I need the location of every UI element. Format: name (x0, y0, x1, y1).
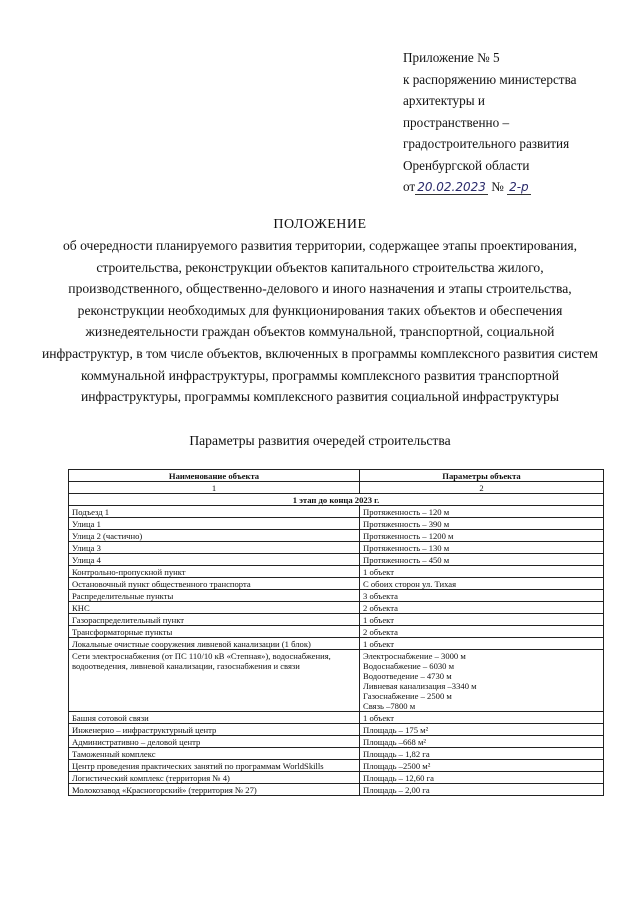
table-row (69, 614, 604, 626)
document-title: ПОЛОЖЕНИЕ (273, 217, 367, 232)
object-name-cell: Административно – деловой центр (69, 736, 360, 748)
object-param-cell: Площадь – 2,00 га (360, 784, 604, 796)
object-param-cell: Протяженность – 120 м (360, 506, 604, 518)
object-param-cell: Площадь – 12,60 га (360, 772, 604, 784)
network-value: Газоснабжение – 2500 м (363, 690, 452, 701)
network-value: Электроснабжение – 3000 м (363, 650, 466, 661)
object-param-cell: 1 объект (360, 638, 604, 650)
object-param-cell: 2 объекта (360, 602, 604, 614)
object-name-cell: Таможенный комплекс (69, 748, 360, 760)
object-name-cell: Улица 4 (69, 554, 360, 566)
object-name-cell: Улица 1 (69, 518, 360, 530)
object-param-cell: Площадь –2500 м² (360, 760, 604, 772)
object-name-cell: Трансформаторные пункты (69, 626, 360, 638)
table-row (69, 724, 604, 736)
appendix-line: к распоряжению министерства (403, 71, 577, 87)
appendix-line: градостроительного развития (403, 136, 570, 151)
object-param-cell: 1 объект (360, 712, 604, 724)
table-row (69, 736, 604, 748)
object-param-cell: Площадь –668 м² (360, 736, 604, 748)
from-prefix: от (403, 179, 416, 194)
object-param-cell: Протяженность – 1200 м (360, 530, 604, 542)
object-name-cell: Контрольно-пропускной пункт (69, 566, 360, 578)
object-param-cell: С обоих сторон ул. Тихая (360, 578, 604, 590)
object-name-cell: КНС (69, 602, 360, 614)
handwritten-number: 2-р (509, 180, 529, 194)
object-param-cell: 1 объект (360, 566, 604, 578)
object-param-cell: 2 объекта (360, 626, 604, 638)
network-value: Связь –7800 м (363, 700, 416, 711)
header-object-params: Параметры объекта (360, 470, 604, 482)
table-row (69, 518, 604, 530)
document-heading (0, 214, 640, 408)
object-name-cell: Распределительные пункты (69, 590, 360, 602)
network-value: Ливневая канализация –3340 м (363, 680, 477, 691)
object-name-cell: Центр проведения практических занятий по программам WorldSkills (69, 760, 360, 772)
table-row (69, 554, 604, 566)
table-row (69, 530, 604, 542)
table-row (69, 772, 604, 784)
table-row (69, 626, 604, 638)
table-row (69, 566, 604, 578)
network-value: Водоотведение – 4730 м (363, 670, 452, 681)
appendix-line: Оренбургской области (403, 157, 530, 173)
object-name-cell: Улица 3 (69, 542, 360, 554)
order-date-number (403, 176, 623, 199)
number-prefix: № (491, 179, 504, 194)
object-name-cell: Остановочный пункт общественного транспорта (69, 578, 360, 590)
table-row (69, 590, 604, 602)
stage-row: 1 этап до конца 2023 г. (69, 494, 604, 506)
table-row (69, 760, 604, 772)
table-title: Параметры развития очередей строительства (189, 433, 451, 448)
handwritten-date: 20.02.2023 (417, 180, 486, 194)
object-name-cell: Подъезд 1 (69, 506, 360, 518)
table-row (69, 784, 604, 796)
object-param-cell: Площадь – 175 м² (360, 724, 604, 736)
table-row (69, 638, 604, 650)
object-param-cell: 1 объект (360, 614, 604, 626)
table-row (69, 712, 604, 724)
networks-values (360, 650, 604, 712)
table-row (69, 578, 604, 590)
appendix-line: архитектуры и (403, 93, 485, 108)
object-param-cell: Протяженность – 450 м (360, 554, 604, 566)
appendix-line: пространственно – (403, 114, 510, 130)
parameters-table (68, 469, 604, 796)
object-param-cell: Площадь – 1,82 га (360, 748, 604, 760)
object-name-cell: Локальные очистные сооружения ливневой канализации (1 блок) (69, 638, 360, 650)
object-param-cell: 3 объекта (360, 590, 604, 602)
object-name-cell: Улица 2 (частично) (69, 530, 360, 542)
object-name-cell: Молокозавод «Красногорский» (территория № 27) (69, 784, 360, 796)
table-row (69, 748, 604, 760)
column-number: 2 (360, 482, 604, 494)
table-row (69, 650, 604, 712)
appendix-block (403, 47, 623, 199)
table-row (69, 506, 604, 518)
object-name-cell: Инженерно – инфраструктурный центр (69, 724, 360, 736)
document-description: об очередности планируемого развития территории, содержащее этапы проектирования, строительства, реконструкции объектов капитального строительства жилого, производственного, общественно-делового и иного назначения и этапы строительства, реконструкции необходимых для функционирования таких объектов и обеспечения жизнедеятельности граждан объектов коммунальной, транспортной, социальной инфраструктур, в том числе объектов, включенных в программы комплексного развития систем коммунальной инфраструктуры, программы комплексного развития транспортной инфраструктуры, программы комплексного развития социальной инфраструктуры (41, 238, 599, 405)
header-object-name: Наименование объекта (69, 470, 360, 482)
appendix-line: Приложение № 5 (403, 50, 500, 65)
object-param-cell: Протяженность – 130 м (360, 542, 604, 554)
column-number: 1 (69, 482, 360, 494)
object-name-cell: Логистический комплекс (территория № 4) (69, 772, 360, 784)
table-row (69, 602, 604, 614)
object-name-cell: Башня сотовой связи (69, 712, 360, 724)
object-name-cell: Газораспределительный пункт (69, 614, 360, 626)
object-param-cell: Протяженность – 390 м (360, 518, 604, 530)
table-row (69, 542, 604, 554)
networks-name: Сети электроснабжения (от ПС 110/10 кВ «Степная»), водоснабжения, водоотведения, ливневой канализации, газоснабжения и связи (69, 650, 360, 712)
network-value: Водоснабжение – 6030 м (363, 660, 455, 671)
